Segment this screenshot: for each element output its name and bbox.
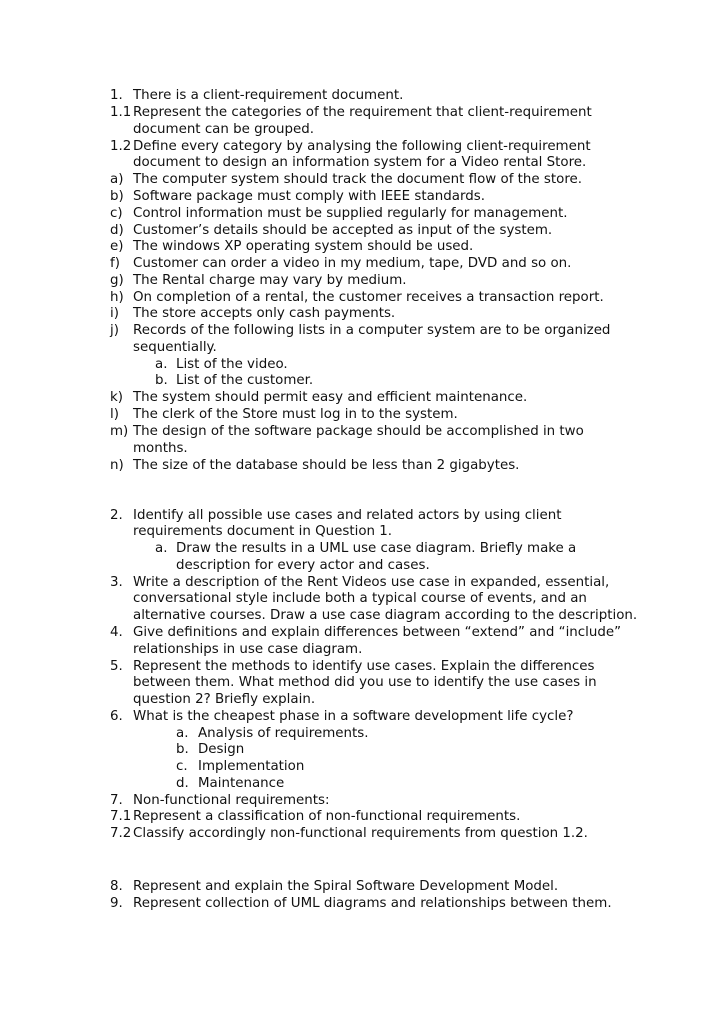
question-1-text: There is a client-requirement document. bbox=[133, 88, 404, 103]
requirement-g-label: g) bbox=[110, 273, 124, 288]
question-6-option-a-label: a. bbox=[176, 726, 189, 741]
requirement-j-sub-a-text: List of the video. bbox=[176, 357, 288, 372]
question-7-2-number: 7.2 bbox=[110, 826, 132, 841]
question-7-1-text: Represent a classification of non-functional requirements. bbox=[133, 809, 521, 824]
question-7-number: 7. bbox=[110, 793, 123, 808]
requirement-f-text: Customer can order a video in my medium, tape, DVD and so on. bbox=[133, 256, 572, 271]
question-4-text-cont: relationships in use case diagram. bbox=[133, 642, 363, 657]
requirement-m-label: m) bbox=[110, 424, 129, 439]
question-7-text: Non-functional requirements: bbox=[133, 793, 330, 808]
question-7-2-text: Classify accordingly non-functional requirements from question 1.2. bbox=[133, 826, 588, 841]
requirement-h-label: h) bbox=[110, 290, 124, 305]
question-5-number: 5. bbox=[110, 659, 123, 674]
question-1-2-number: 1.2 bbox=[110, 139, 132, 154]
question-6-option-d-text: Maintenance bbox=[198, 776, 285, 791]
requirement-d-text: Customer’s details should be accepted as input of the system. bbox=[133, 223, 553, 238]
question-6-option-a-text: Analysis of requirements. bbox=[198, 726, 369, 741]
requirement-b-text: Software package must comply with IEEE standards. bbox=[133, 189, 485, 204]
requirement-f-label: f) bbox=[110, 256, 120, 271]
question-4-text: Give definitions and explain differences between “extend” and “include” bbox=[133, 625, 622, 640]
question-1-1-number: 1.1 bbox=[110, 105, 132, 120]
requirement-m-text-cont: months. bbox=[133, 441, 188, 456]
question-1-number: 1. bbox=[110, 88, 123, 103]
requirement-i-label: i) bbox=[110, 306, 119, 321]
requirement-h-text: On completion of a rental, the customer receives a transaction report. bbox=[133, 290, 604, 305]
question-4-number: 4. bbox=[110, 625, 123, 640]
question-5-text-cont-2: question 2? Briefly explain. bbox=[133, 692, 316, 707]
question-3-number: 3. bbox=[110, 575, 123, 590]
requirement-n-text: The size of the database should be less than 2 gigabytes. bbox=[133, 458, 520, 473]
question-6-number: 6. bbox=[110, 709, 123, 724]
question-5-text-cont-1: between them. What method did you use to identify the use cases in bbox=[133, 675, 597, 690]
requirement-c-label: c) bbox=[110, 206, 123, 221]
question-3-text: Write a description of the Rent Videos use case in expanded, essential, bbox=[133, 575, 610, 590]
question-7-1-number: 7.1 bbox=[110, 809, 132, 824]
question-2-number: 2. bbox=[110, 508, 123, 523]
question-8-text: Represent and explain the Spiral Software Development Model. bbox=[133, 879, 559, 894]
requirement-k-text: The system should permit easy and efficient maintenance. bbox=[133, 390, 528, 405]
question-1-1-text: Represent the categories of the requirement that client-requirement bbox=[133, 105, 592, 120]
question-1-2-text-cont: document to design an information system for a Video rental Store. bbox=[133, 155, 587, 170]
question-1-2-text: Define every category by analysing the following client-requirement bbox=[133, 139, 591, 154]
requirement-j-text-cont: sequentially. bbox=[133, 340, 217, 355]
requirement-j-sub-b-label: b. bbox=[155, 373, 168, 388]
question-6-option-c-label: c. bbox=[176, 759, 188, 774]
question-9-number: 9. bbox=[110, 896, 123, 911]
question-1-1-text-cont: document can be grouped. bbox=[133, 122, 315, 137]
requirement-c-text: Control information must be supplied regularly for management. bbox=[133, 206, 568, 221]
question-6-option-c-text: Implementation bbox=[198, 759, 305, 774]
requirement-n-label: n) bbox=[110, 458, 124, 473]
question-3-text-cont-1: conversational style include both a typical course of events, and an bbox=[133, 591, 587, 606]
question-2-sub-a-text-cont: description for every actor and cases. bbox=[176, 558, 430, 573]
question-8-number: 8. bbox=[110, 879, 123, 894]
question-5-text: Represent the methods to identify use cases. Explain the differences bbox=[133, 659, 595, 674]
requirement-j-label: j) bbox=[110, 323, 119, 338]
requirement-j-sub-a-label: a. bbox=[155, 357, 168, 372]
requirement-e-label: e) bbox=[110, 239, 124, 254]
requirement-a-label: a) bbox=[110, 172, 124, 187]
requirement-j-text: Records of the following lists in a computer system are to be organized bbox=[133, 323, 611, 338]
question-3-text-cont-2: alternative courses. Draw a use case diagram according to the description. bbox=[133, 608, 638, 623]
requirement-a-text: The computer system should track the document flow of the store. bbox=[133, 172, 583, 187]
requirement-i-text: The store accepts only cash payments. bbox=[133, 306, 396, 321]
requirement-m-text: The design of the software package should be accomplished in two bbox=[133, 424, 584, 439]
requirement-e-text: The windows XP operating system should be used. bbox=[133, 239, 474, 254]
question-2-sub-a-label: a. bbox=[155, 541, 168, 556]
requirement-l-text: The clerk of the Store must log in to the system. bbox=[133, 407, 458, 422]
question-2-text-cont: requirements document in Question 1. bbox=[133, 524, 393, 539]
requirement-k-label: k) bbox=[110, 390, 123, 405]
question-6-option-d-label: d. bbox=[176, 776, 189, 791]
requirement-b-label: b) bbox=[110, 189, 124, 204]
question-6-option-b-label: b. bbox=[176, 742, 189, 757]
requirement-l-label: l) bbox=[110, 407, 119, 422]
requirement-g-text: The Rental charge may vary by medium. bbox=[133, 273, 407, 288]
question-9-text: Represent collection of UML diagrams and relationships between them. bbox=[133, 896, 612, 911]
requirement-d-label: d) bbox=[110, 223, 124, 238]
requirement-j-sub-b-text: List of the customer. bbox=[176, 373, 314, 388]
question-2-text: Identify all possible use cases and related actors by using client bbox=[133, 508, 562, 523]
question-2-sub-a-text: Draw the results in a UML use case diagram. Briefly make a bbox=[176, 541, 577, 556]
question-6-option-b-text: Design bbox=[198, 742, 245, 757]
question-6-text: What is the cheapest phase in a software development life cycle? bbox=[133, 709, 574, 724]
